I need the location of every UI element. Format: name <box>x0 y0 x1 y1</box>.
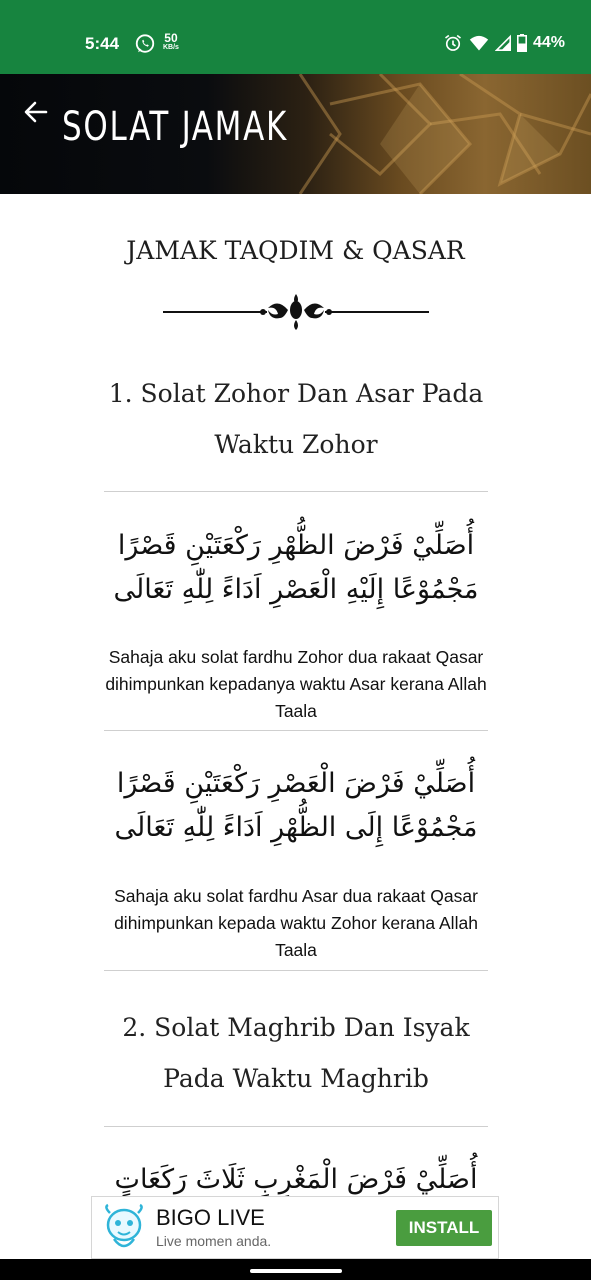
home-gesture-handle[interactable] <box>250 1269 342 1273</box>
niat-translation: Sahaja aku solat fardhu Zohor dua rakaat Qasar dihimpunkan kepadanya waktu Asar kerana Allah Taala <box>105 647 487 721</box>
divider <box>104 1126 488 1127</box>
cell-signal-icon <box>495 34 511 52</box>
status-icons <box>443 33 565 53</box>
install-button[interactable]: INSTALL <box>396 1210 492 1246</box>
arabic-niat: أُصَلِّيْ فَرْضَ الظُّهْرِ رَكْعَتَيْنِ قَصْرًا مَجْمُوْعًا إِلَيْهِ الْعَصْرِ اَدَاءً لِلّٰهِ تَعَالَى <box>113 530 479 605</box>
divider <box>104 491 488 492</box>
ad-banner[interactable] <box>91 1196 499 1259</box>
app-header <box>0 74 591 194</box>
ornament-divider <box>163 290 429 330</box>
wifi-icon <box>469 34 489 52</box>
page-title: JAMAK TAQDIM & QASAR <box>126 236 465 265</box>
arabic-niat: أُصَلِّيْ فَرْضَ الْعَصْرِ رَكْعَتَيْنِ قَصْرًا مَجْمُوْعًا إِلَى الظُّهْرِ اَدَاءً لِلّٰهِ تَعَالَى <box>114 768 478 843</box>
arabic-niat: أُصَلِّيْ فَرْضَ الْمَغْرِبِ ثَلَاثَ رَكَعَاتٍ <box>114 1164 478 1195</box>
divider <box>104 970 488 971</box>
section-heading: 2. Solat Maghrib Dan Isyak Pada Waktu Maghrib <box>122 1013 470 1093</box>
network-speed <box>163 32 179 51</box>
system-nav-bar <box>0 1259 591 1280</box>
back-button[interactable] <box>22 98 50 126</box>
status-time: 5:44 <box>85 34 120 53</box>
network-speed-value: 50 <box>164 31 178 45</box>
ad-app-name: BIGO LIVE <box>156 1205 265 1230</box>
alarm-icon <box>443 33 463 53</box>
battery-icon <box>517 34 527 52</box>
section-heading: 1. Solat Zohor Dan Asar Pada Waktu Zohor <box>108 379 484 459</box>
status-bar <box>0 0 591 74</box>
battery-percent: 44% <box>532 34 565 51</box>
bigo-live-logo-icon <box>100 1203 148 1253</box>
niat-translation: Sahaja aku solat fardhu Asar dua rakaat Qasar dihimpunkan kepada waktu Zohor kerana Allah Taala <box>114 886 478 960</box>
header-title: SOLAT JAMAK <box>62 104 289 150</box>
content-scroll[interactable] <box>0 194 591 1196</box>
ad-tagline: Live momen anda. <box>156 1233 272 1249</box>
whatsapp-icon <box>134 33 156 55</box>
divider <box>104 730 488 731</box>
network-speed-unit: KB/s <box>163 44 179 51</box>
